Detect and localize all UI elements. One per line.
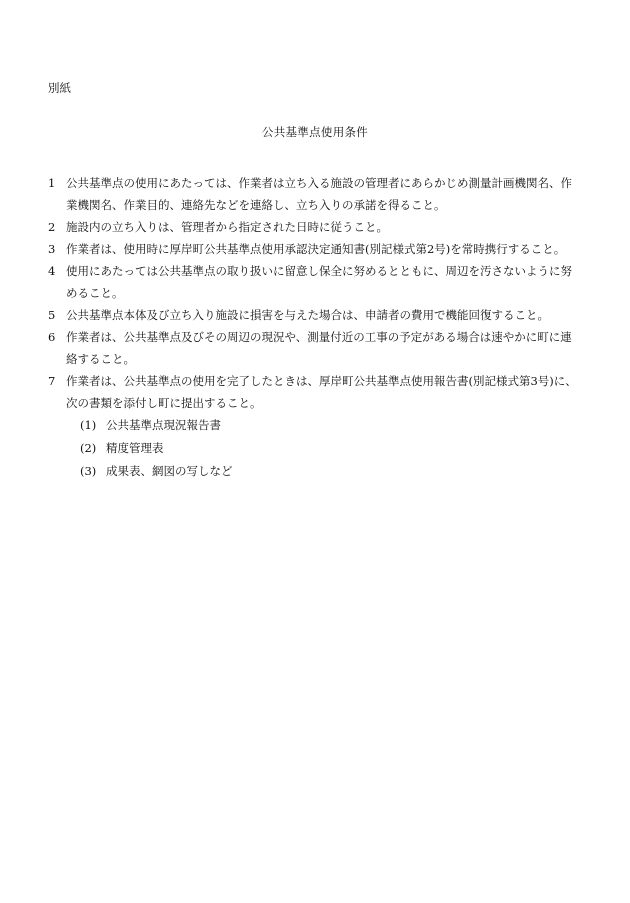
condition-text-continued: 業機関名、作業目的、連絡先などを連絡し、立ち入りの承諾を得ること。 [66,198,446,212]
condition-number: 6 [48,330,56,344]
subitem-number: (1) [80,418,97,432]
attachment-documents-list [66,414,588,483]
subitem-1 [66,414,588,437]
condition-item-5 [48,304,588,326]
condition-text: 作業者は、公共基準点の使用を完了したときは、厚岸町公共基準点使用報告書(別記様式第3号)に、 [66,374,577,388]
subitem-text: 成果表、網図の写しなど [106,464,233,478]
condition-item-6 [48,326,588,370]
condition-item-7 [48,370,588,483]
condition-number: 2 [48,220,56,234]
condition-item-2 [48,216,588,238]
condition-item-1 [48,172,588,216]
subitem-2 [66,437,588,460]
condition-text-continued: 次の書類を添付し町に提出すること。 [66,396,262,410]
condition-number: 5 [48,308,56,322]
condition-text-continued: めること。 [66,286,124,300]
condition-text: 使用にあたっては公共基準点の取り扱いに留意し保全に努めるとともに、周辺を汚さないように努 [66,264,572,278]
condition-text: 作業者は、公共基準点及びその周辺の現況や、測量付近の工事の予定がある場合は速やかに町に連 [66,330,572,344]
subitem-number: (2) [80,441,97,455]
condition-item-3 [48,238,588,260]
condition-number: 7 [48,374,56,388]
condition-text: 公共基準点本体及び立ち入り施設に損害を与えた場合は、申請者の費用で機能回復すること。 [66,308,549,322]
document-title: 公共基準点使用条件 [261,125,369,139]
condition-number: 3 [48,242,56,256]
condition-number: 1 [48,176,56,190]
condition-text-continued: 絡すること。 [66,352,135,366]
subitem-text: 公共基準点現況報告書 [106,418,221,432]
conditions-list [48,172,588,483]
subitem-3 [66,460,588,483]
condition-item-4 [48,260,588,304]
subitem-number: (3) [80,464,97,478]
condition-text: 施設内の立ち入りは、管理者から指定された日時に従うこと。 [66,220,388,234]
condition-number: 4 [48,264,56,278]
attachment-label: 別紙 [48,81,71,95]
condition-text: 作業者は、使用時に厚岸町公共基準点使用承認決定通知書(別記様式第2号)を常時携行すること。 [66,242,566,256]
condition-text: 公共基準点の使用にあたっては、作業者は立ち入る施設の管理者にあらかじめ測量計画機関名、作 [66,176,572,190]
subitem-text: 精度管理表 [106,441,164,455]
